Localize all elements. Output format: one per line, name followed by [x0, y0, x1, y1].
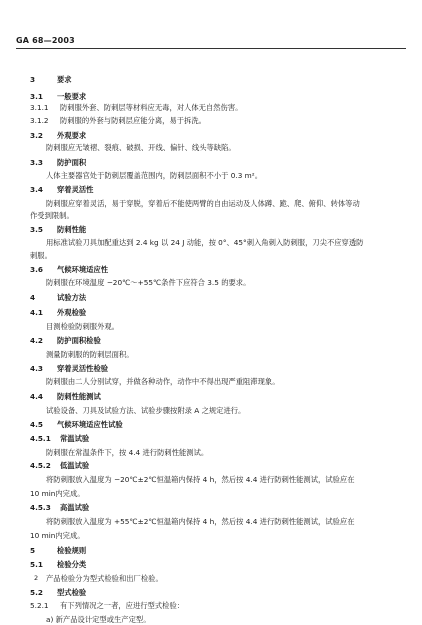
- clause-text: 防刺服在常温条件下，按 4.4 进行防刺性能测试。: [46, 448, 209, 457]
- section-line-4-3: [30, 364, 396, 374]
- section-line-4-5-1: [30, 434, 396, 444]
- clause-number: 3.6: [30, 265, 43, 274]
- clause-number: 4.5: [30, 420, 43, 429]
- body-line: [30, 475, 396, 485]
- clause-heading: 防刺性能: [57, 225, 87, 234]
- page-number: 2: [34, 574, 39, 582]
- clause-text: 防刺服由二人分别试穿，并做各种动作，动作中不得出现严重阻滞现象。: [46, 377, 280, 386]
- section-line-5-2: [30, 588, 396, 598]
- body-line: [30, 143, 396, 153]
- clause-heading: 检验规则: [57, 546, 87, 555]
- clause-text: 用标准试验刀具加配重达到 2.4 kg 以 24 J 动能，按 0°、45°刺入角刺入防刺服，刀尖不应穿透防: [46, 238, 364, 247]
- section-line-4-1: [30, 308, 396, 318]
- clause-heading: 气候环境适应性试验: [57, 420, 123, 429]
- clause-text: 防刺服在环境温度 −20℃～+55℃条件下应符合 3.5 的要求。: [46, 278, 251, 287]
- body-line: [30, 406, 396, 416]
- body-line: [30, 517, 396, 527]
- clause-number: 4.3: [30, 364, 43, 373]
- clause-number: 4.1: [30, 308, 43, 317]
- clause-heading: 气候环境适应性: [57, 265, 109, 274]
- section-line-3-1-1: [30, 103, 396, 113]
- section-line-4-2: [30, 336, 396, 346]
- clause-heading: 高温试验: [60, 503, 90, 512]
- clause-heading: 低温试验: [60, 461, 90, 470]
- section-line-3-6: [30, 265, 396, 275]
- section-line-5-1: [30, 560, 396, 570]
- body-line: [30, 489, 396, 499]
- body-line: [30, 199, 396, 209]
- body-line: [30, 350, 396, 360]
- clause-heading: 一般要求: [57, 92, 87, 101]
- clause-number: 5: [30, 546, 36, 555]
- clause-text: 防刺服的外套与防刺层应能分离，易于拆洗。: [60, 116, 206, 125]
- body-line: [30, 322, 396, 332]
- clause-number: 4.5.1: [30, 434, 51, 443]
- body-line: [30, 377, 396, 387]
- clause-text: 作受到限制。: [30, 211, 74, 220]
- standard-code: GA 68—2003: [16, 36, 75, 45]
- clause-number: 5.1: [30, 560, 43, 569]
- clause-number: 3.1: [30, 92, 43, 101]
- section-line-3-4: [30, 185, 396, 195]
- clause-text: 刺服。: [30, 251, 52, 260]
- clause-text: 人体主要器官处于防刺层覆盖范围内，防刺层面积不小于 0.3 m²。: [46, 171, 262, 180]
- clause-text: 目测检验防刺服外观。: [46, 322, 119, 331]
- clause-number: 3.1.2: [30, 116, 49, 125]
- clause-heading: 常温试验: [60, 434, 90, 443]
- clause-heading: 穿着灵活性检验: [57, 364, 109, 373]
- section-line-4-4: [30, 392, 396, 402]
- clause-text: 测量防刺服的防刺层面积。: [46, 350, 134, 359]
- clause-number: 3.4: [30, 185, 43, 194]
- clause-heading: 型式检验: [57, 588, 87, 597]
- section-line-3: [30, 75, 396, 85]
- body-line: [30, 251, 396, 261]
- clause-number: 3.5: [30, 225, 43, 234]
- clause-number: 3.3: [30, 158, 43, 167]
- section-line-4-5-2: [30, 461, 396, 471]
- clause-text: 10 min内完成。: [30, 531, 85, 540]
- section-line-3-3: [30, 158, 396, 168]
- clause-heading: 防刺性能测试: [57, 392, 101, 401]
- section-line-3-5: [30, 225, 396, 235]
- clause-heading: 防护面积检验: [57, 336, 101, 345]
- clause-heading: 要求: [57, 75, 72, 84]
- clause-text: 有下列情况之一者，应进行型式检验：: [60, 601, 185, 610]
- clause-number: 5.2: [30, 588, 43, 597]
- body-line: [30, 211, 396, 221]
- clause-text: 试验设备、刀具及试验方法、试验步骤按附录 A 之规定进行。: [46, 406, 246, 415]
- clause-text: 将防刺服放入温度为 +55℃±2℃恒温箱内保持 4 h，然后按 4.4 进行防刺性能测试，试验应在: [46, 517, 355, 526]
- clause-number: 4: [30, 293, 36, 302]
- clause-number: 5.2.1: [30, 601, 49, 610]
- body-line: [30, 574, 396, 584]
- clause-number: 3.2: [30, 131, 43, 140]
- clause-text: 防刺服外套、防刺层等材料应无毒，对人体无自然伤害。: [60, 103, 243, 112]
- body-line: [30, 531, 396, 541]
- section-line-4-5: [30, 420, 396, 430]
- clause-number: 3.1.1: [30, 103, 49, 112]
- section-line-3-2: [30, 131, 396, 141]
- clause-number: 4.4: [30, 392, 43, 401]
- body-line: [30, 615, 396, 625]
- section-line-4-5-3: [30, 503, 396, 513]
- body-line: [30, 278, 396, 288]
- clause-heading: 检验分类: [57, 560, 87, 569]
- body-line: [30, 238, 396, 248]
- section-line-3-1: [30, 92, 396, 102]
- section-line-3-1-2: [30, 116, 396, 126]
- clause-text: 防刺服应无皱褶、裂痕、破损、开线、偏针、线头等缺陷。: [46, 143, 236, 152]
- clause-heading: 外观要求: [57, 131, 87, 140]
- section-line-4: [30, 293, 396, 303]
- clause-number: 3: [30, 75, 36, 84]
- section-line-5-2-1: [30, 601, 396, 611]
- header-rule: [16, 48, 406, 49]
- clause-heading: 外观检验: [57, 308, 87, 317]
- body-line: [30, 171, 396, 181]
- clause-heading: 防护面积: [57, 158, 87, 167]
- body-line: [30, 448, 396, 458]
- clause-heading: 试验方法: [57, 293, 87, 302]
- clause-text: 产品检验分为型式检验和出厂检验。: [46, 574, 163, 583]
- clause-number: 4.5.3: [30, 503, 51, 512]
- clause-text: 防刺服应穿着灵活，易于穿脱，穿着后不能使两臂的自由运动及人体蹲、跪、爬、俯仰、转体等动: [46, 199, 360, 208]
- clause-text: a) 新产品设计定型或生产定型。: [46, 615, 151, 624]
- clause-number: 4.5.2: [30, 461, 51, 470]
- clause-text: 10 min内完成。: [30, 489, 85, 498]
- clause-text: 将防刺服放入温度为 −20℃±2℃恒温箱内保持 4 h，然后按 4.4 进行防刺性能测试，试验应在: [46, 475, 355, 484]
- section-line-5: [30, 546, 396, 556]
- clause-heading: 穿着灵活性: [57, 185, 94, 194]
- clause-number: 4.2: [30, 336, 43, 345]
